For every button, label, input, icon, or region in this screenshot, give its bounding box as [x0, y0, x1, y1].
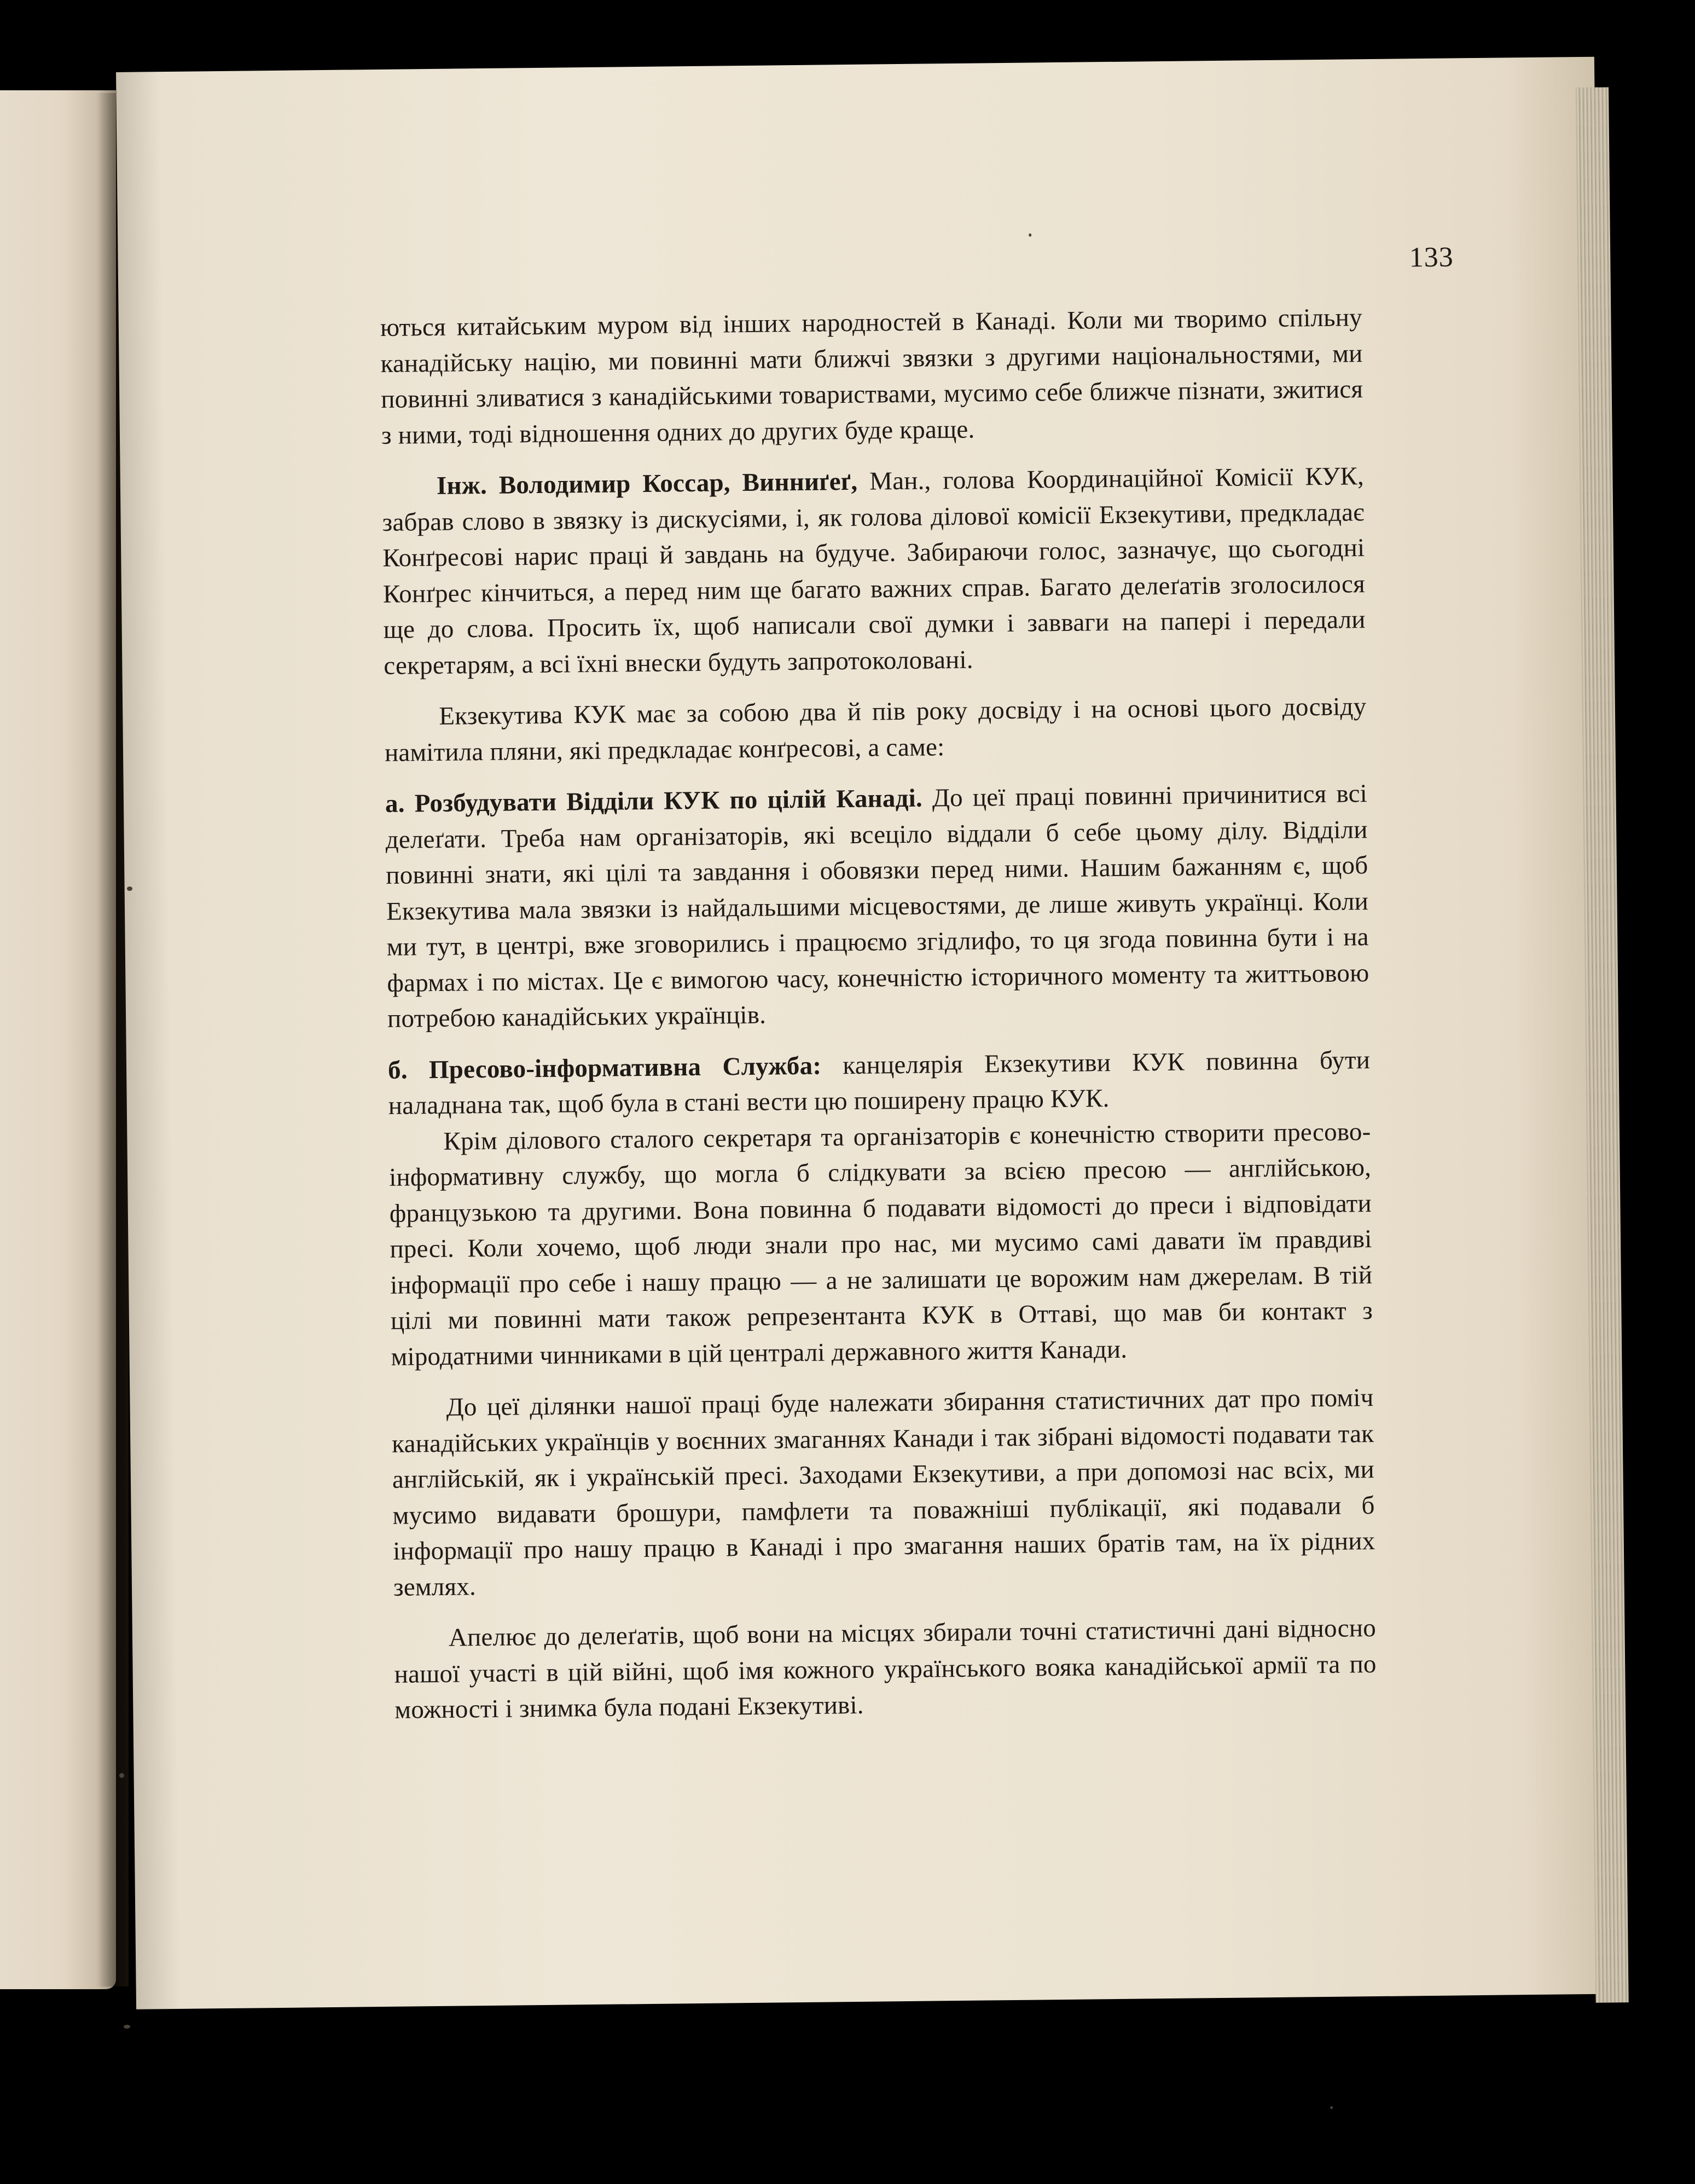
body-text	[380, 300, 1377, 1728]
section-a-heading: а. Розбудувати Відділи КУК по цілій Канаді.	[385, 784, 923, 818]
section-b-heading: б. Пресово-інформативна Служба:	[387, 1051, 822, 1085]
speaker-name: Інж. Володимир Коссар, Винниґеґ,	[436, 467, 858, 500]
paragraph-2: Інж. Володимир Коссар, Винниґеґ, Ман., голова Координаційної Комісії КУК, забрав слово в звязку із дискусіями, і, як голова ділової комісії Екзекутиви, предкладає Конґресові нарис праці й завдань на будуче. Забираючи голос, зазначує, що сьогодні Конґрес кінчиться, а перед ним ще багато важних справ. Багато делеґатів зголосилося ще до слова. Просить їх, щоб написали свої думки і завваги на папері і передали секретарям, а всі їхні внески будуть запротоколовані.	[382, 462, 1366, 680]
right-page	[116, 57, 1615, 2009]
page-number: 133	[1409, 241, 1454, 274]
paper-speck	[1029, 233, 1031, 236]
paragraph-3: Екзекутива КУК має за собою два й пів року досвіду і на основі цього досвіду намітила пляни, які предкладає конґресові, а саме:	[384, 692, 1367, 767]
paper-speck	[124, 2025, 130, 2029]
paper-speck	[119, 1773, 124, 1778]
page-content	[116, 57, 1615, 2009]
paper-speck	[1330, 2106, 1333, 2109]
paragraph-7: До цеї ділянки нашої праці буде належати збирання статистичних дат про поміч канадійських українців у воєнних змаганнях Канади і так зібрані відомості подавати так англійській, як і українській пресі. Заходами Екзекутиви, а при допомозі нас всіх, ми мусимо видавати брошури, памфлети та поважніші публікації, які подавали б інформації про нашу працю в Канаді і про змагання наших братів там, на їх рідних землях.	[392, 1383, 1375, 1602]
paragraph-8: Апелює до делеґатів, щоб вони на місцях збирали точні статистичні дані відносно нашої участі в цій війні, щоб імя кожного українського вояка канадійської армії та по можності і знимка була подані Екзекутиві.	[394, 1614, 1377, 1724]
paragraph-6: Крім ділового сталого секретаря та організаторів є конечністю створити пресово-інформативну службу, що могла б слідкувати за всією пресою — англійською, французькою та другими. Вона повинна б подавати відомості до преси і відповідати пресі. Коли хочемо, щоб люди знали про нас, ми мусимо самі давати їм правдиві інформації про себе і нашу працю — а не залишати це ворожим нам джерелам. В тій цілі ми повинні мати також репрезентанта КУК в Оттаві, що мав би контакт з міродатними чинниками в цій централі державного життя Канади.	[388, 1117, 1373, 1371]
paragraph-1: ються китайським муром від інших народностей в Канаді. Коли ми творимо спільну канадійську націю, ми повинні мати ближчі звязки з другими національностями, ми повинні зливатися з канадійськими товариствами, мусимо себе ближче пізнати, зжитися з ними, тоді відношення одних до других буде краще.	[380, 303, 1363, 450]
paragraph-5: б. Пресово-інформативна Служба: канцелярія Екзекутиви КУК повинна бути наладнана так, щоб була в стані вести цю поширену працю КУК.	[387, 1045, 1371, 1120]
paper-speck	[127, 887, 132, 891]
paragraph-4: а. Розбудувати Відділи КУК по цілій Канаді. До цеї праці повинні причинитися всі делеґати. Треба нам організаторів, які всеціло віддали б себе цьому ділу. Відділи повинні знати, які цілі та завдання і обовязки перед ними. Нашим бажанням є, щоб Екзекутива мала звязки із найдальшими місцевостями, де лише живуть українці. Коли ми тут, в центрі, вже зговорились і працюємо згідлифо, то ця згода повинна бути і на фармах і по містах. Це є вимогою часу, конечністю історичного моменту та життьовою потребою канадійських українців.	[385, 779, 1369, 1033]
